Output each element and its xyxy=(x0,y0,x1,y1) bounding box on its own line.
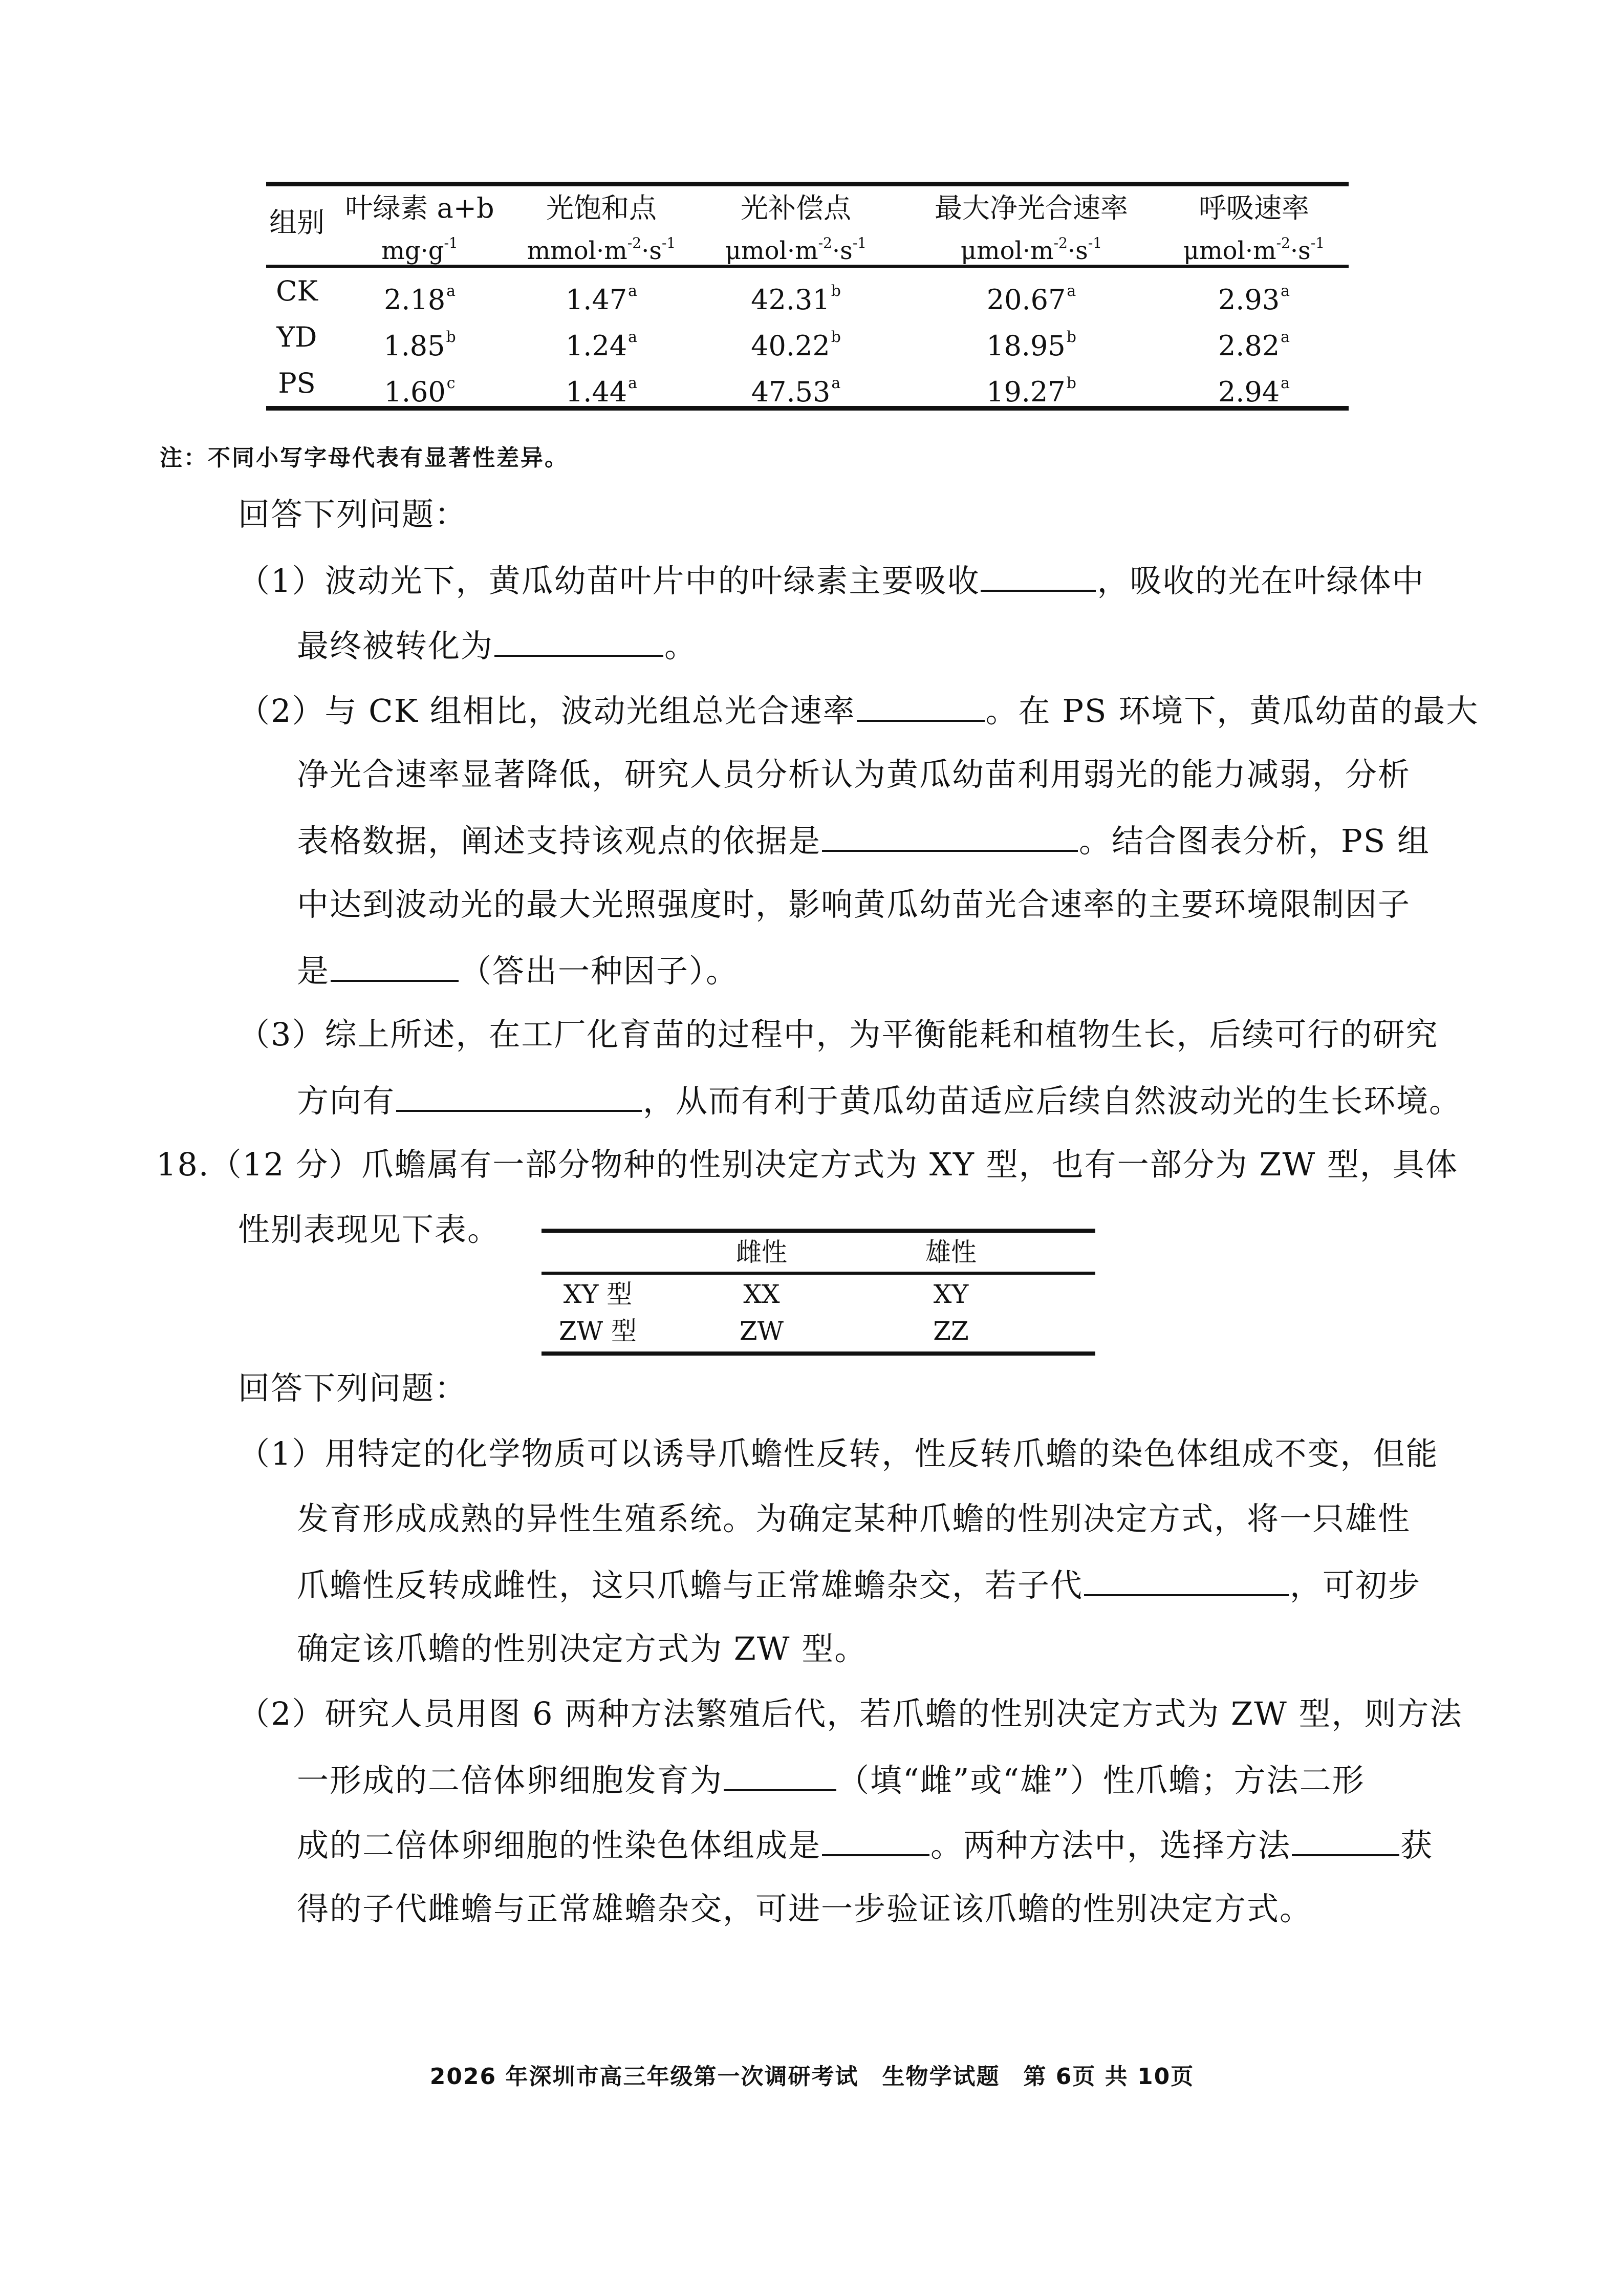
significance-letter: a xyxy=(628,282,638,300)
cell-value: 2.94 xyxy=(1218,376,1280,408)
table-row-group-label: PS xyxy=(278,367,316,399)
table-header-female: 雌性 xyxy=(736,1237,787,1267)
q18-part1-line4: 确定该爪蟾的性别决定方式为 ZW 型。 xyxy=(297,1630,868,1667)
answer-blank[interactable] xyxy=(396,1079,642,1112)
cell-value: 42.31 xyxy=(751,284,830,316)
answer-blank[interactable] xyxy=(331,949,459,982)
table-header-group: 组别 xyxy=(269,206,324,239)
cell-value: 2.93 xyxy=(1218,284,1280,316)
table-cell xyxy=(1157,275,1351,316)
text: 。两种方法中，选择方法 xyxy=(930,1827,1291,1864)
q17-part2-line2: 净光合速率显著降低，研究人员分析认为黄瓜幼苗利用弱光的能力减弱，分析 xyxy=(297,756,1411,793)
table-row-group-label: CK xyxy=(276,275,318,307)
table-header-max-net-photosynthesis-unit xyxy=(911,227,1152,267)
table-header-light-compensation: 光补偿点 xyxy=(741,192,851,224)
q17-part2-line3 xyxy=(297,819,1430,862)
significance-letter: a xyxy=(1281,282,1290,300)
cell-value: 1.47 xyxy=(565,284,627,316)
data-table-sex-determination xyxy=(542,1229,1095,1362)
table-row-label: XY 型 xyxy=(563,1279,633,1309)
cell-value: 19.27 xyxy=(986,376,1066,408)
table-cell xyxy=(701,367,891,409)
text: （答出一种因子）。 xyxy=(460,952,739,990)
cell-value: 47.53 xyxy=(751,376,831,408)
table-cell: XX xyxy=(743,1279,780,1309)
table-cell xyxy=(911,321,1152,362)
cell-value: 1.44 xyxy=(565,376,627,408)
q17-prompt: 回答下列问题： xyxy=(238,496,468,533)
significance-letter: b xyxy=(1066,328,1076,346)
unit-sup: -2 xyxy=(818,234,832,251)
table-cell xyxy=(333,275,507,316)
q18-stem-line2: 性别表现见下表。 xyxy=(238,1211,501,1248)
answer-blank[interactable] xyxy=(494,624,663,657)
table-header-rule xyxy=(542,1272,1095,1275)
table-header-chlorophyll: 叶绿素 a+b xyxy=(345,192,494,224)
text: 爪蟾性反转成雌性，这只爪蟾与正常雄蟾杂交，若子代 xyxy=(297,1567,1084,1604)
unit-text: μmol·m xyxy=(1183,237,1276,265)
answer-blank[interactable] xyxy=(724,1758,836,1791)
unit-text: μmol·m xyxy=(960,237,1054,265)
text: 成的二倍体卵细胞的性染色体组成是 xyxy=(297,1827,821,1864)
text: 方向有 xyxy=(297,1082,396,1120)
q18-part2-line1: （2）研究人员用图 6 两种方法繁殖后代，若爪蟾的性别决定方式为 ZW 型，则方法 xyxy=(238,1695,1463,1732)
table-top-rule xyxy=(266,182,1349,186)
text: 。结合图表分析，PS 组 xyxy=(1079,822,1430,860)
unit-sup: -1 xyxy=(661,234,676,251)
unit-sup: -2 xyxy=(1053,234,1068,251)
page-footer: 2026 年深圳市高三年级第一次调研考试 生物学试题 第 6页 共 10页 xyxy=(429,2064,1195,2090)
table-cell xyxy=(1157,367,1351,409)
data-table-photosynthesis xyxy=(266,182,1349,412)
q17-part1-line1 xyxy=(238,559,1424,602)
q18-part1-line1: （1）用特定的化学物质可以诱导爪蟾性反转，性反转爪蟾的染色体组成不变，但能 xyxy=(238,1435,1439,1472)
text: （2）与 CK 组相比，波动光组总光合速率 xyxy=(238,692,856,729)
table-note: 注：不同小写字母代表有显著性差异。 xyxy=(160,445,569,471)
q18-part2-line4: 得的子代雌蟾与正常雄蟾杂交，可进一步验证该爪蟾的性别决定方式。 xyxy=(297,1890,1313,1927)
text: 是 xyxy=(297,952,330,990)
unit-sup: -2 xyxy=(627,234,642,251)
significance-letter: a xyxy=(446,282,456,300)
cell-value: 2.18 xyxy=(383,284,446,316)
text: 表格数据，阐述支持该观点的依据是 xyxy=(297,822,821,860)
q18-part2-line3 xyxy=(297,1823,1433,1866)
table-header-light-saturation: 光饱和点 xyxy=(546,192,657,224)
table-cell xyxy=(507,367,696,409)
significance-letter: b xyxy=(831,282,841,300)
answer-blank[interactable] xyxy=(981,559,1096,592)
unit-sup: -1 xyxy=(1310,234,1325,251)
table-header-chlorophyll-unit xyxy=(333,227,507,267)
text: ，吸收的光在叶绿体中 xyxy=(1097,562,1425,599)
table-cell xyxy=(333,367,507,409)
text: 。 xyxy=(664,627,698,664)
table-top-rule xyxy=(542,1229,1095,1233)
q17-part3-line1: （3）综上所述，在工厂化育苗的过程中，为平衡能耗和植物生长，后续可行的研究 xyxy=(238,1016,1439,1053)
answer-blank[interactable] xyxy=(822,819,1078,852)
text: 。在 PS 环境下，黄瓜幼苗的最大 xyxy=(985,692,1479,729)
answer-blank[interactable] xyxy=(1292,1823,1399,1856)
table-header-respiration-unit xyxy=(1157,227,1351,267)
table-cell xyxy=(911,367,1152,409)
text: （1）波动光下，黄瓜幼苗叶片中的叶绿素主要吸收 xyxy=(238,562,980,599)
table-row-label: ZW 型 xyxy=(558,1316,637,1346)
text: （填“雌”或“雄”）性爪蟾；方法二形 xyxy=(837,1762,1365,1799)
table-header-light-saturation-unit xyxy=(507,227,696,267)
q18-stem-line1: 18.（12 分）爪蟾属有一部分物种的性别决定方式为 XY 型，也有一部分为 ZW 型，具体 xyxy=(156,1146,1458,1183)
unit-text: ·s xyxy=(1067,237,1088,265)
table-cell xyxy=(701,275,891,316)
unit-text: ·s xyxy=(832,237,853,265)
significance-letter: b xyxy=(446,328,456,346)
text: 最终被转化为 xyxy=(297,627,494,664)
cell-value: 1.60 xyxy=(384,376,446,408)
unit-sup: -1 xyxy=(1088,234,1102,251)
cell-value: 20.67 xyxy=(986,284,1066,316)
text: 获 xyxy=(1400,1827,1434,1864)
significance-letter: c xyxy=(446,374,456,392)
table-cell xyxy=(1157,321,1351,362)
q17-part1-line2 xyxy=(297,624,697,667)
significance-letter: b xyxy=(1066,374,1076,392)
table-cell xyxy=(333,321,507,362)
answer-blank[interactable] xyxy=(857,689,985,722)
table-row-group-label: YD xyxy=(276,321,317,353)
unit-text: ·s xyxy=(1290,237,1311,265)
table-header-respiration: 呼吸速率 xyxy=(1199,192,1309,224)
cell-value: 1.24 xyxy=(565,330,627,362)
answer-blank[interactable] xyxy=(822,1823,929,1856)
table-cell: ZZ xyxy=(933,1316,969,1346)
significance-letter: a xyxy=(628,328,638,346)
answer-blank[interactable] xyxy=(1084,1563,1289,1596)
significance-letter: a xyxy=(1067,282,1076,300)
q17-part2-line1 xyxy=(238,689,1479,732)
significance-letter: a xyxy=(1281,374,1290,392)
unit-sup: -1 xyxy=(852,234,867,251)
cell-value: 1.85 xyxy=(383,330,445,362)
unit-text: μmol·m xyxy=(725,237,818,265)
q18-part1-line2: 发育形成成熟的异性生殖系统。为确定某种爪蟾的性别决定方式，将一只雄性 xyxy=(297,1500,1411,1537)
unit-sup: -2 xyxy=(1276,234,1290,251)
unit-text: mg·g xyxy=(381,237,444,265)
unit-text: ·s xyxy=(641,237,662,265)
table-cell: ZW xyxy=(739,1316,784,1346)
table-cell xyxy=(507,275,696,316)
table-cell xyxy=(911,275,1152,316)
unit-sup: -1 xyxy=(444,234,458,251)
significance-letter: b xyxy=(831,328,841,346)
table-header-light-compensation-unit xyxy=(701,227,891,267)
cell-value: 18.95 xyxy=(986,330,1066,362)
significance-letter: a xyxy=(628,374,638,392)
q18-part2-line2 xyxy=(297,1758,1365,1801)
table-header-male: 雄性 xyxy=(925,1237,977,1267)
q17-part2-line4: 中达到波动光的最大光照强度时，影响黄瓜幼苗光合速率的主要环境限制因子 xyxy=(297,886,1411,923)
unit-text: mmol·m xyxy=(527,237,627,265)
q17-part2-line5 xyxy=(297,949,739,992)
cell-value: 40.22 xyxy=(751,330,830,362)
text: ，可初步 xyxy=(1290,1567,1421,1604)
table-cell xyxy=(507,321,696,362)
table-bottom-rule xyxy=(542,1351,1095,1356)
table-header-max-net-photosynthesis: 最大净光合速率 xyxy=(935,192,1128,224)
significance-letter: a xyxy=(1281,328,1290,346)
table-cell xyxy=(701,321,891,362)
text: 一形成的二倍体卵细胞发育为 xyxy=(297,1762,723,1799)
cell-value: 2.82 xyxy=(1218,330,1280,362)
q18-part1-line3 xyxy=(297,1563,1421,1606)
q18-prompt: 回答下列问题： xyxy=(238,1369,468,1407)
text: ，从而有利于黄瓜幼苗适应后续自然波动光的生长环境。 xyxy=(643,1082,1462,1120)
table-cell: XY xyxy=(933,1279,969,1309)
q17-part3-line2 xyxy=(297,1079,1462,1122)
significance-letter: a xyxy=(831,374,841,392)
